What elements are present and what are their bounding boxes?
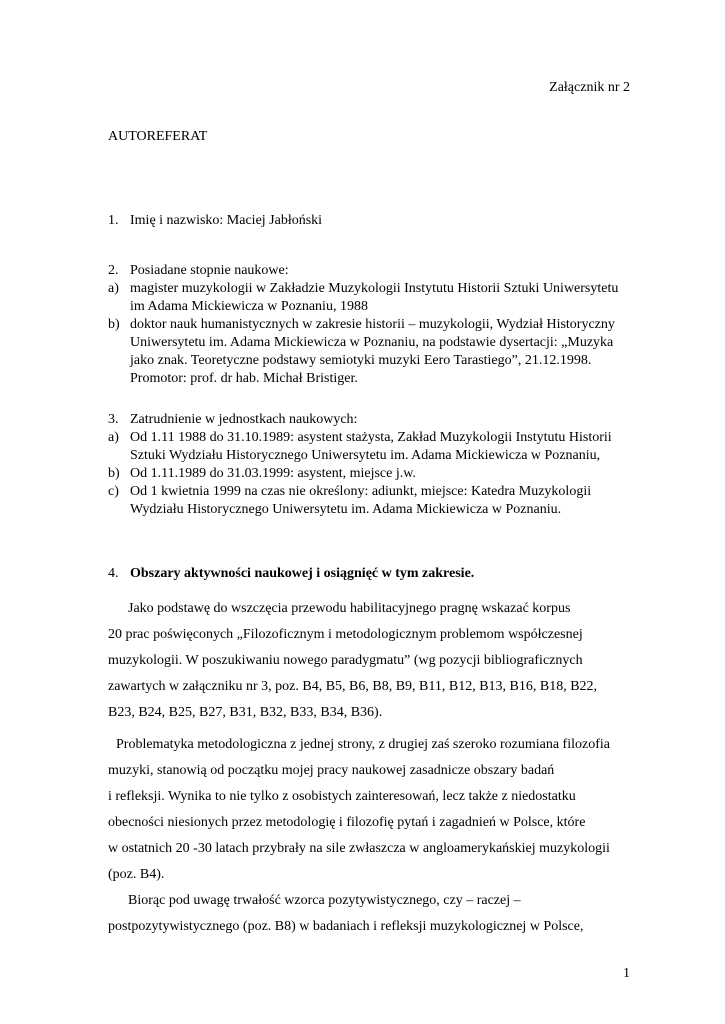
section-number: 4.	[108, 566, 119, 581]
section-4-heading	[108, 565, 648, 583]
paragraph	[108, 888, 648, 940]
section-text: Imię i nazwisko: Maciej Jabłoński	[130, 213, 323, 228]
list-marker: b)	[108, 317, 120, 332]
paragraph-line: B23, B24, B25, B27, B31, B32, B33, B34, B36).	[108, 705, 383, 720]
paragraph-line: Problematyka metodologiczna z jednej strony, z drugiej zaś szeroko rozumiana filozofia	[116, 737, 610, 752]
paragraph-line: zawartych w załączniku nr 3, poz. B4, B5, B6, B8, B9, B11, B12, B13, B16, B18, B22,	[108, 679, 598, 694]
list-line: doktor nauk humanistycznych w zakresie historii – muzykologii, Wydział Historyczny	[130, 317, 615, 332]
list-line: magister muzykologii w Zakładzie Muzykologii Instytutu Historii Sztuki Uniwersytetu	[130, 281, 619, 296]
paragraph-line: w ostatnich 20 -30 latach przybrały na sile zwłaszcza w angloamerykańskiej muzykologii	[108, 841, 610, 856]
list-marker: a)	[108, 281, 119, 296]
list-marker: a)	[108, 430, 119, 445]
list-line: Od 1 kwietnia 1999 na czas nie określony: adiunkt, miejsce: Katedra Muzykologii	[130, 484, 592, 499]
list-item	[108, 465, 648, 483]
paragraph-line: (poz. B4).	[108, 867, 165, 882]
section-2	[108, 262, 648, 388]
section-1-heading	[108, 212, 648, 230]
paragraph	[108, 732, 648, 888]
list-line: Sztuki Wydziału Historycznego Uniwersytetu im. Adama Mickiewicza w Poznaniu,	[130, 448, 601, 463]
section-4-body	[108, 596, 648, 940]
section-1	[108, 212, 648, 230]
paragraph-line: Jako podstawę do wszczęcia przewodu habilitacyjnego pragnę wskazać korpus	[128, 601, 571, 616]
list-line: Uniwersytetu im. Adama Mickiewicza w Poznaniu, na podstawie dysertacji: „Muzyka	[130, 335, 614, 350]
paragraph-line: obecności niesionych przez metodologię i filozofię pytań i zagadnień w Polsce, które	[108, 815, 586, 830]
paragraph-line: muzykologii. W poszukiwaniu nowego paradygmatu” (wg pozycji bibliograficznych	[108, 653, 583, 668]
section-number: 2.	[108, 263, 119, 278]
paragraph-line: muzyki, stanowią od początku mojej pracy naukowej zasadnicze obszary badań	[108, 763, 555, 778]
list-item	[108, 483, 648, 519]
section-heading: Obszary aktywności naukowej i osiągnięć w tym zakresie.	[130, 566, 475, 581]
section-heading: Posiadane stopnie naukowe:	[130, 263, 289, 278]
appendix-label: Załącznik nr 2	[549, 80, 630, 95]
list-line: im Adama Mickiewicza w Poznaniu, 1988	[130, 299, 368, 314]
list-line: Od 1.11 1988 do 31.10.1989: asystent stażysta, Zakład Muzykologii Instytutu Historii	[130, 430, 612, 445]
list-item	[108, 280, 648, 316]
list-line: jako znak. Teoretyczne podstawy semiotyki muzyki Eero Tarastiego”, 21.12.1998.	[130, 353, 592, 368]
list-item	[108, 316, 648, 388]
paragraph-line: i refleksji. Wynika to nie tylko z osobistych zainteresowań, lecz także z niedostatku	[108, 789, 576, 804]
paragraph-line: Biorąc pod uwagę trwałość wzorca pozytywistycznego, czy – raczej –	[128, 893, 521, 908]
list-line: Promotor: prof. dr hab. Michał Bristiger.	[130, 371, 358, 386]
section-number: 1.	[108, 213, 119, 228]
section-number: 3.	[108, 412, 119, 427]
list-line: Od 1.11.1989 do 31.03.1999: asystent, miejsce j.w.	[130, 466, 416, 481]
page-number: 1	[623, 966, 630, 981]
section-heading: Zatrudnienie w jednostkach naukowych:	[130, 412, 358, 427]
section-3-heading	[108, 411, 648, 429]
paragraph-line: postpozytywistycznego (poz. B8) w badaniach i refleksji muzykologicznej w Polsce,	[108, 919, 584, 934]
section-3	[108, 411, 648, 519]
list-marker: b)	[108, 466, 120, 481]
document-title: AUTOREFERAT	[108, 129, 208, 144]
section-2-heading	[108, 262, 648, 280]
list-line: Wydziału Historycznego Uniwersytetu im. Adama Mickiewicza w Poznaniu.	[130, 502, 562, 517]
section-4	[108, 565, 648, 583]
list-marker: c)	[108, 484, 119, 499]
list-item	[108, 429, 648, 465]
paragraph-line: 20 prac poświęconych „Filozoficznym i metodologicznym problemom współczesnej	[108, 627, 583, 642]
paragraph	[108, 596, 648, 726]
